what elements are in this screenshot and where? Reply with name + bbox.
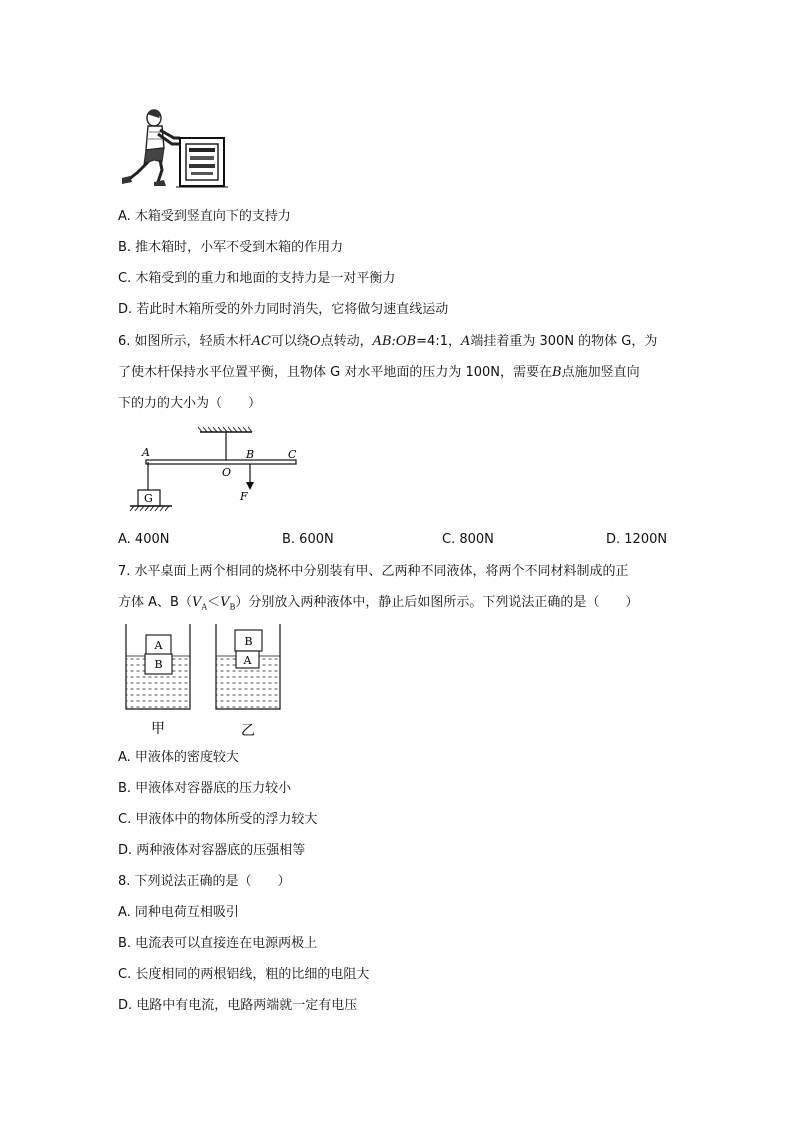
q6-stem-line-2 — [118, 364, 640, 382]
q6-option-a: A. 400N — [118, 532, 170, 547]
right-block-a-label: A — [243, 654, 252, 667]
q7-option-b: B. 甲液体对容器底的压力较小 — [118, 781, 292, 796]
q7-stem-line-1: 7. 水平桌面上两个相同的烧杯中分别装有甲、乙两种不同液体，将两个不同材料制成的正 — [118, 564, 629, 579]
q6-text: 如图所示，轻质木杆 — [134, 334, 252, 349]
q6-symbol-ac: AC — [251, 334, 271, 349]
q8-option-c: C. 长度相同的两根铝线，粗的比细的电阻大 — [118, 967, 370, 982]
q6-stem-line-1 — [118, 333, 657, 351]
q6-option-b: B. 600N — [282, 532, 334, 547]
beaker-label-yi: 乙 — [241, 723, 255, 739]
q5-option-c: C. 木箱受到的重力和地面的支持力是一对平衡力 — [118, 271, 396, 286]
q8-option-d: D. 电路中有电流，电路两端就一定有电压 — [118, 998, 358, 1013]
q8-option-b: B. 电流表可以直接连在电源两极上 — [118, 936, 318, 951]
q7-option-c: C. 甲液体中的物体所受的浮力较大 — [118, 812, 318, 827]
label-b: B — [246, 448, 255, 461]
q7-option-a: A. 甲液体的密度较大 — [118, 750, 239, 765]
label-g: G — [144, 492, 153, 505]
beakers-figure — [118, 620, 298, 742]
q7-option-d: D. 两种液体对容器底的压强相等 — [118, 843, 306, 858]
q7-symbol-va-sub: A — [201, 602, 208, 612]
right-block-b-label: B — [244, 635, 253, 648]
left-block-a-label: A — [154, 639, 163, 652]
q6-symbol-ratio: AB:OB — [372, 334, 417, 349]
q5-option-b: B. 推木箱时，小军不受到木箱的作用力 — [118, 240, 344, 255]
q8-stem: 8. 下列说法正确的是（ ） — [118, 874, 291, 889]
q7-text: 方体 A、B（ — [118, 595, 192, 610]
q6-text: 点施加竖直向 — [561, 365, 640, 380]
label-o: O — [222, 466, 232, 479]
q7-stem-line-2 — [118, 594, 638, 617]
q6-option-c: C. 800N — [442, 532, 494, 547]
q7-less-than: ＜ — [207, 595, 221, 610]
q6-text: 了使木杆保持水平位置平衡，且物体 G 对水平地面的压力为 100N，需要在 — [118, 365, 553, 380]
q6-text: 可以绕 — [270, 334, 310, 349]
q6-symbol-a: A — [460, 334, 471, 349]
q6-text: 点转动， — [320, 334, 373, 349]
label-f: F — [240, 490, 248, 503]
lever-figure — [126, 424, 306, 514]
q7-symbol-vb: V — [220, 595, 230, 610]
q7-symbol-va: V — [191, 595, 202, 610]
q7-symbol-vb-sub: B — [229, 602, 236, 612]
q6-stem-line-3: 下的力的大小为（ ） — [118, 396, 262, 411]
q5-option-d: D. 若此时木箱所受的外力同时消失，它将做匀速直线运动 — [118, 302, 449, 317]
label-a: A — [142, 446, 150, 459]
q6-symbol-b: B — [552, 365, 562, 380]
q6-text: 端挂着重为 300N 的物体 G，为 — [470, 334, 658, 349]
beaker-label-jia: 甲 — [151, 721, 165, 737]
q6-options — [118, 532, 678, 550]
q5-option-a: A. 木箱受到竖直向下的支持力 — [118, 209, 291, 224]
q6-option-d: D. 1200N — [606, 532, 668, 547]
q6-text: =4:1， — [416, 334, 461, 349]
q8-option-a: A. 同种电荷互相吸引 — [118, 905, 239, 920]
boy-pushing-box-figure — [118, 104, 230, 190]
label-c: C — [288, 448, 297, 461]
q7-text: ）分别放入两种液体中，静止后如图所示。下列说法正确的是（ ） — [235, 595, 639, 610]
left-block-b-label: B — [154, 658, 163, 671]
q6-symbol-o: O — [309, 334, 321, 349]
q6-number: 6. — [118, 334, 131, 349]
